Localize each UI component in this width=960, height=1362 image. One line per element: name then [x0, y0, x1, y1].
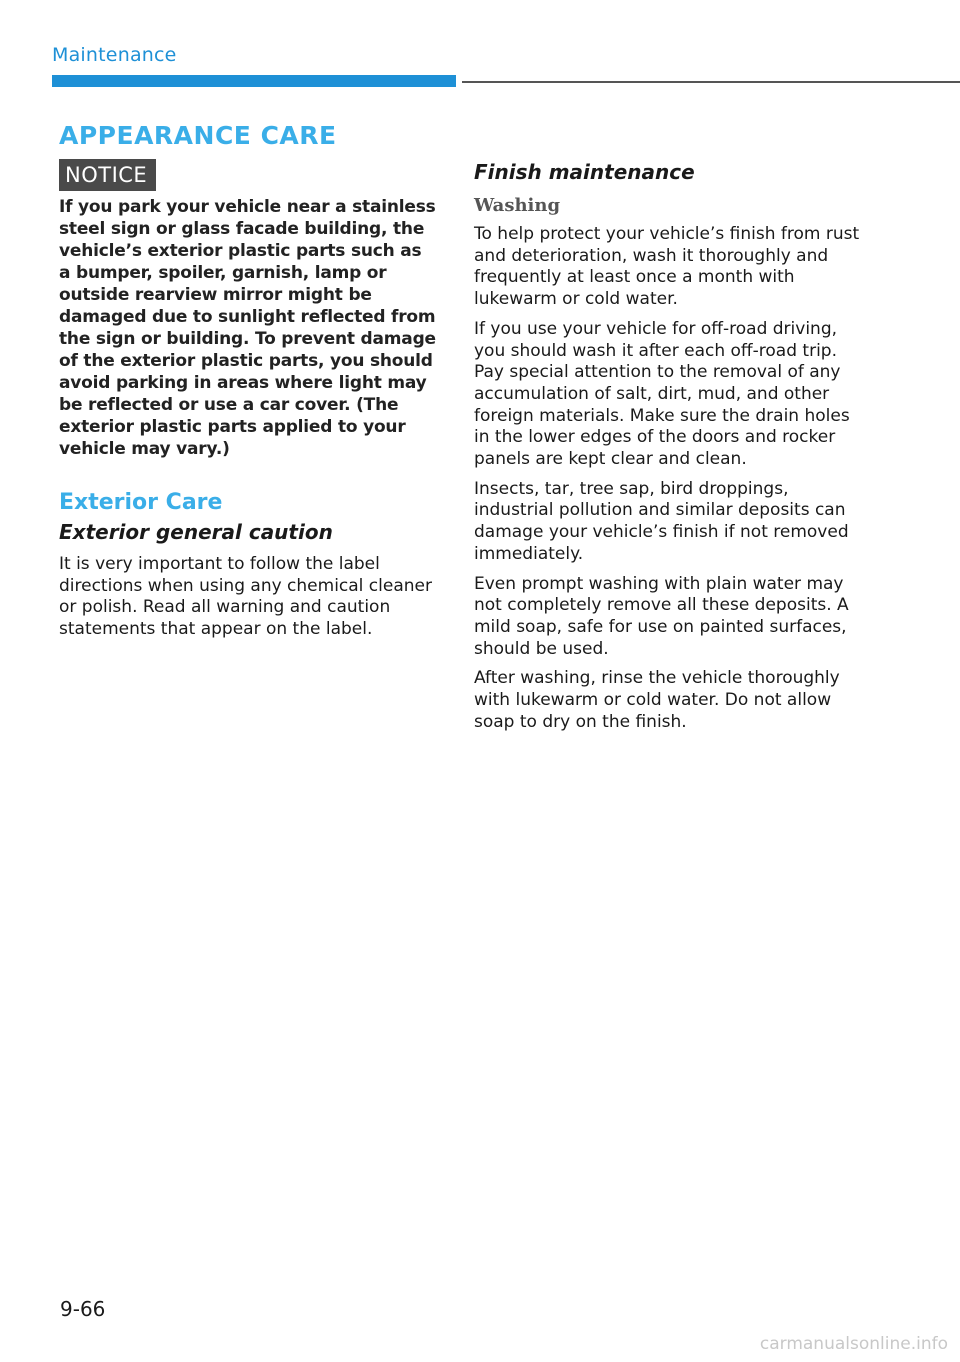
- paragraph: To help protect your vehicle’s finish from rust and deterioration, wash it thoroughly and frequently at least once a month with lukewarm or cold water.: [474, 224, 860, 310]
- notice-text: If you park your vehicle near a stainless steel sign or glass facade building, the vehicle’s exterior plastic parts such as a bumper, spoiler, garnish, lamp or outside rearview mirror might be damaged due to sunlight reflected from the sign or building. To prevent damage of the exterior plastic parts, you should avoid parking in areas where light may be reflected or use a car cover. (The exterior plastic parts applied to your vehicle may vary.): [59, 197, 436, 459]
- header-divider-line: [462, 81, 960, 83]
- right-column: [474, 158, 864, 741]
- paragraph: If you use your vehicle for off-road driving, you should wash it after each off-road trip. Pay special attention to the removal of any accumulation of salt, dirt, mud, and other foreign materials. Make sure the drain holes in the lower edges of the doors and rocker panels are kept clear and clean.: [474, 318, 850, 470]
- subsection-heading: Exterior Care: [59, 490, 223, 515]
- notice-badge: NOTICE: [59, 159, 156, 191]
- section-header: Maintenance: [52, 44, 177, 66]
- caution-text: It is very important to follow the label directions when using any chemical cleaner or polish. Read all warning and caution statements that appear on the label.: [59, 554, 432, 640]
- page-number: 9-66: [60, 1297, 106, 1321]
- section-title: APPEARANCE CARE: [59, 121, 337, 150]
- watermark: carmanualsonline.info: [759, 1334, 948, 1354]
- washing-heading: Washing: [474, 195, 561, 216]
- paragraph: Insects, tar, tree sap, bird droppings, industrial pollution and similar deposits can damage your vehicle’s finish if not removed immediately.: [474, 478, 849, 564]
- caution-heading: Exterior general caution: [59, 520, 333, 544]
- header-accent-bar: [52, 75, 456, 87]
- paragraph: After washing, rinse the vehicle thoroughly with lukewarm or cold water. Do not allow soap to dry on the finish.: [474, 668, 840, 732]
- paragraph: Even prompt washing with plain water may not completely remove all these deposits. A mild soap, safe for use on painted surfaces, should be used.: [474, 573, 849, 659]
- left-column: [59, 118, 437, 649]
- finish-maintenance-heading: Finish maintenance: [474, 160, 695, 184]
